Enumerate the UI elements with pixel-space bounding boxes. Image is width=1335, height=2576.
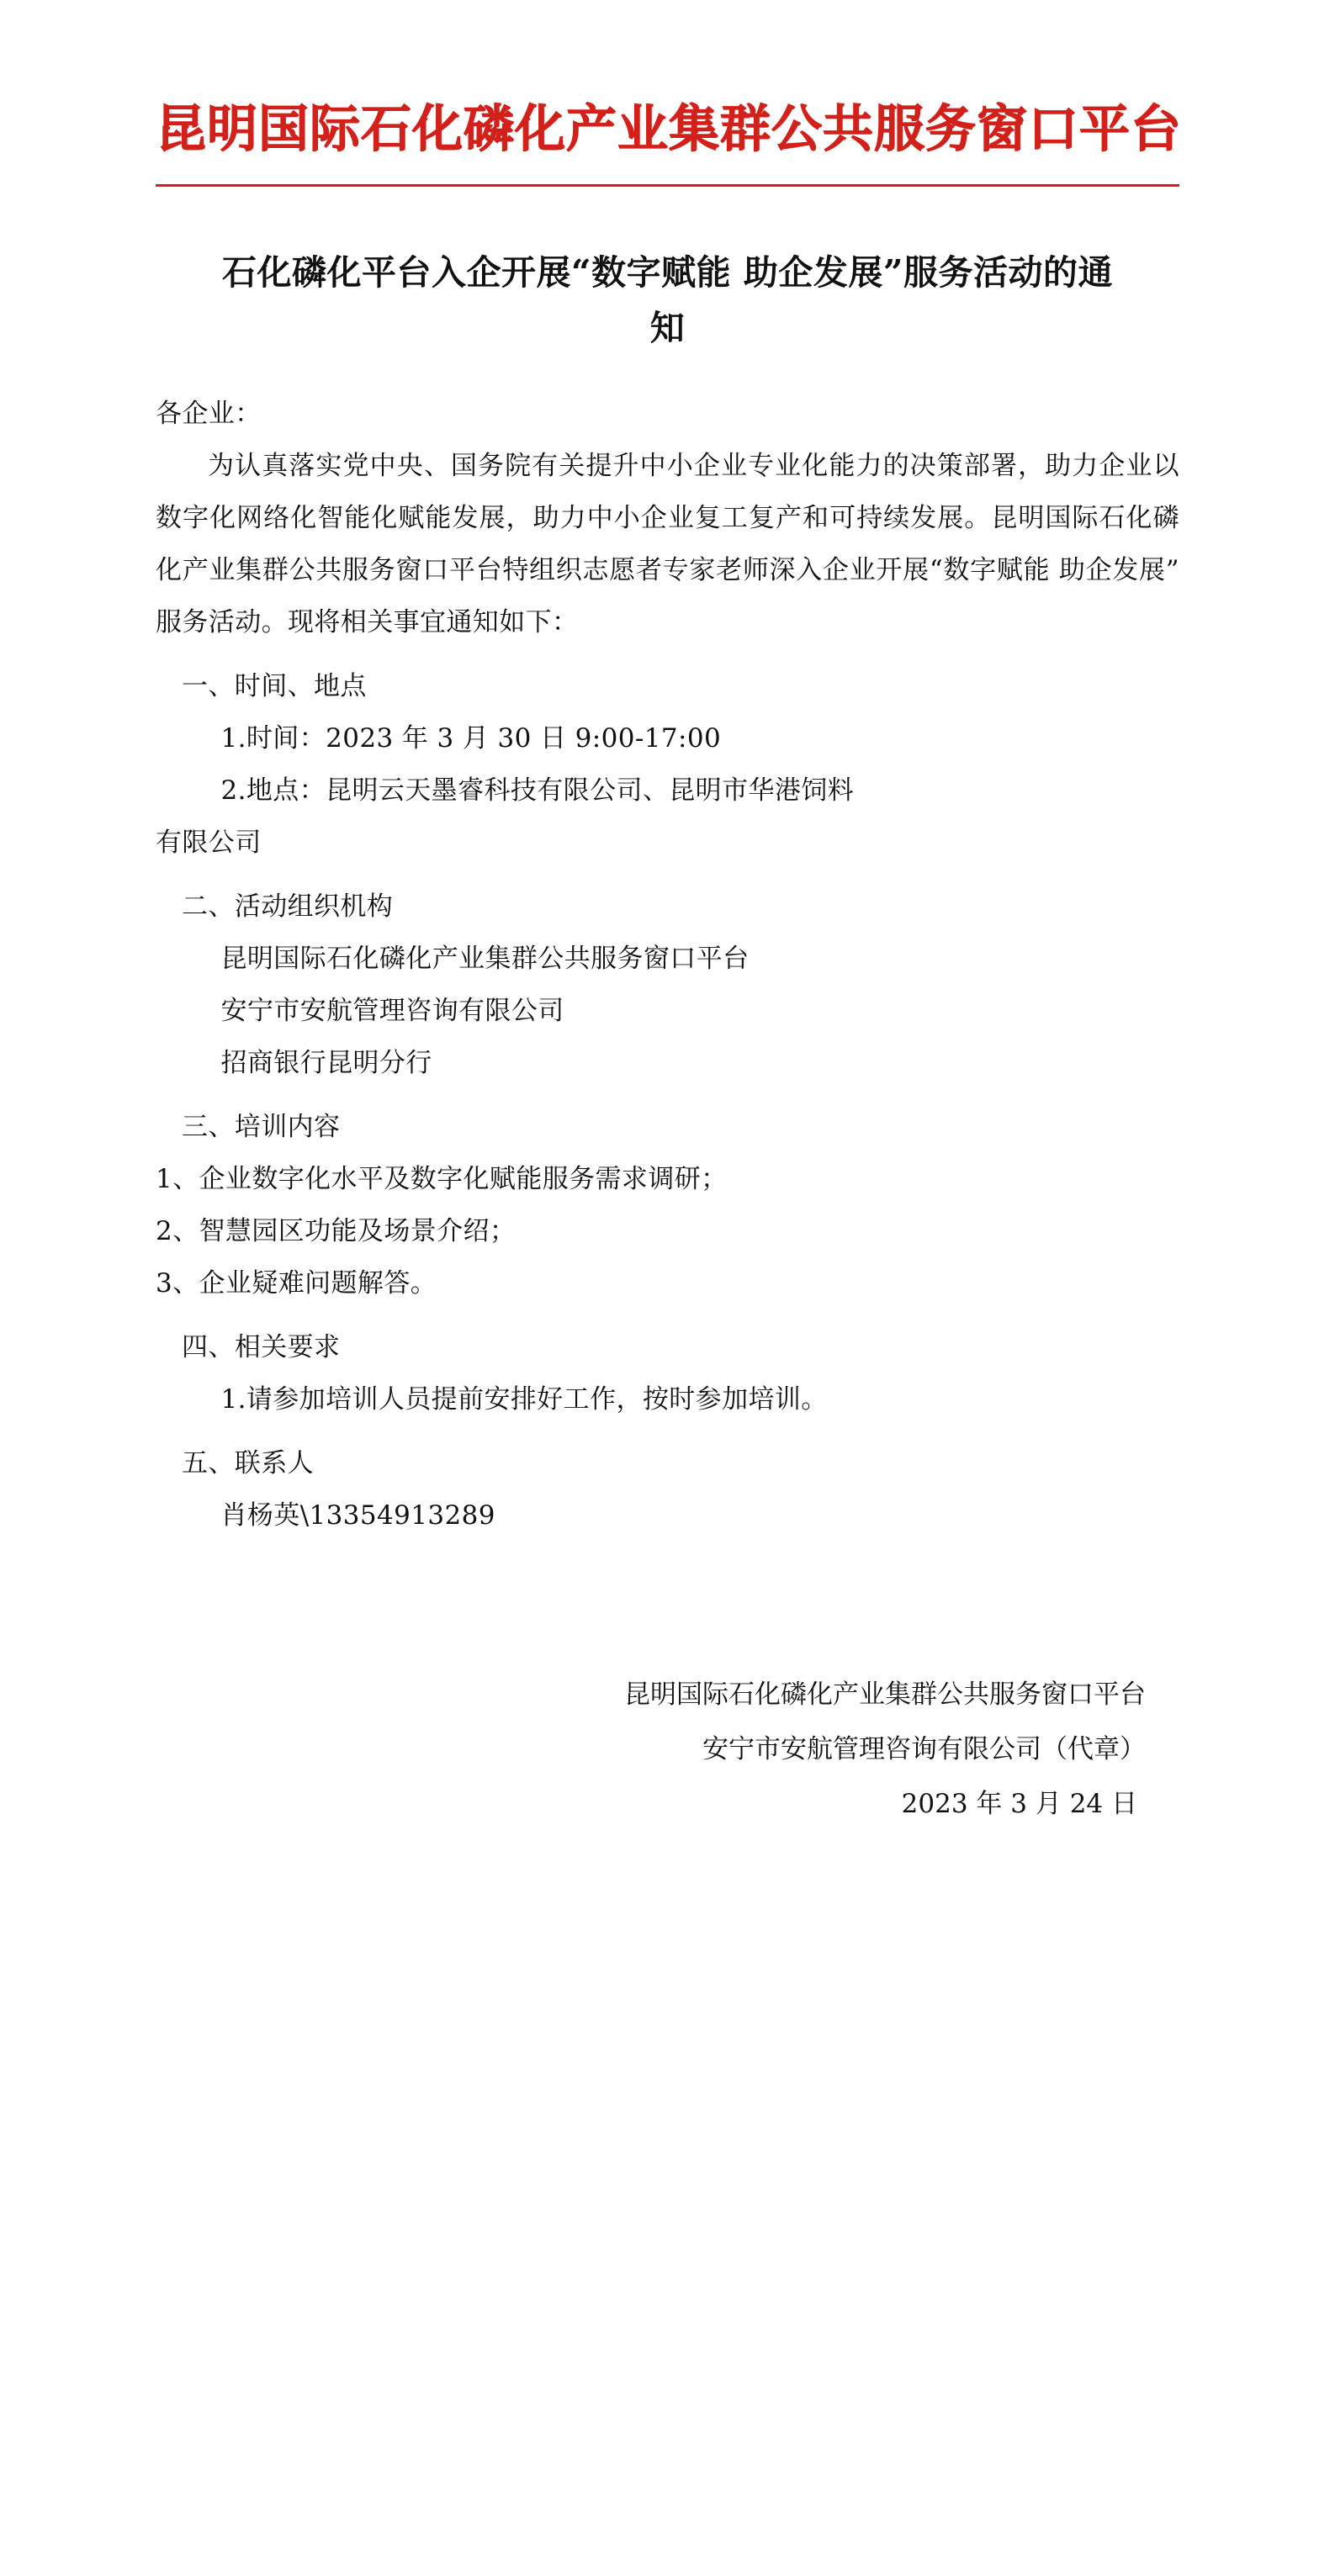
signature-org-2: 安宁市安航管理咨询有限公司（代章）: [702, 1734, 1146, 1765]
section-1-line-1: 1.时间：2023 年 3 月 30 日 9:00-17:00: [220, 723, 722, 754]
page-title: 石化磷化平台入企开展“数字赋能 助企发展”服务活动的通知: [222, 252, 1113, 348]
section-heading-2: 二、活动组织机构: [182, 891, 394, 923]
section-2-line-2: 安宁市安航管理咨询有限公司: [220, 996, 564, 1027]
section-heading-4: 四、相关要求: [182, 1332, 341, 1363]
intro-paragraph: 为认真落实党中央、国务院有关提升中小企业专业化能力的决策部署，助力企业以数字化网络化智能化赋能发展，助力中小企业复工复产和可持续发展。昆明国际石化磷化产业集群公共服务窗口平台特组织志愿者专家老师深入企业开展“数字赋能 助企发展”服务活动。现将相关事宜通知如下：: [156, 451, 1179, 638]
section-heading-1: 一、时间、地点: [182, 671, 367, 702]
section-3-line-2: 2、智慧园区功能及场景介绍；: [156, 1216, 517, 1247]
section-3-line-3: 3、企业疑难问题解答。: [156, 1268, 437, 1299]
letterhead-title: 昆明国际石化磷化产业集群公共服务窗口平台: [156, 100, 1182, 159]
signature-date: 2023 年 3 月 24 日: [901, 1789, 1137, 1820]
signature-block: [156, 1668, 1179, 1832]
section-4-line-1: 1.请参加培训人员提前安排好工作，按时参加培训。: [220, 1384, 828, 1415]
section-1-line-2: 2.地点：昆明云天墨睿科技有限公司、昆明市华港饲料: [220, 775, 855, 807]
salutation: 各企业：: [156, 399, 262, 430]
signature-org-1: 昆明国际石化磷化产业集群公共服务窗口平台: [624, 1679, 1146, 1711]
section-3-line-1: 1、企业数字化水平及数字化赋能服务需求调研；: [156, 1164, 728, 1195]
section-2-line-3: 招商银行昆明分行: [220, 1048, 432, 1079]
section-heading-3: 三、培训内容: [182, 1112, 341, 1143]
letterhead-divider: [156, 184, 1179, 187]
section-1-line-3: 有限公司: [156, 828, 262, 859]
document-body: [156, 388, 1179, 1542]
letterhead: [156, 100, 1182, 193]
section-2-line-1: 昆明国际石化磷化产业集群公共服务窗口平台: [220, 944, 750, 975]
section-5-line-1: 肖杨英\13354913289: [220, 1500, 495, 1531]
section-heading-5: 五、联系人: [182, 1448, 314, 1479]
